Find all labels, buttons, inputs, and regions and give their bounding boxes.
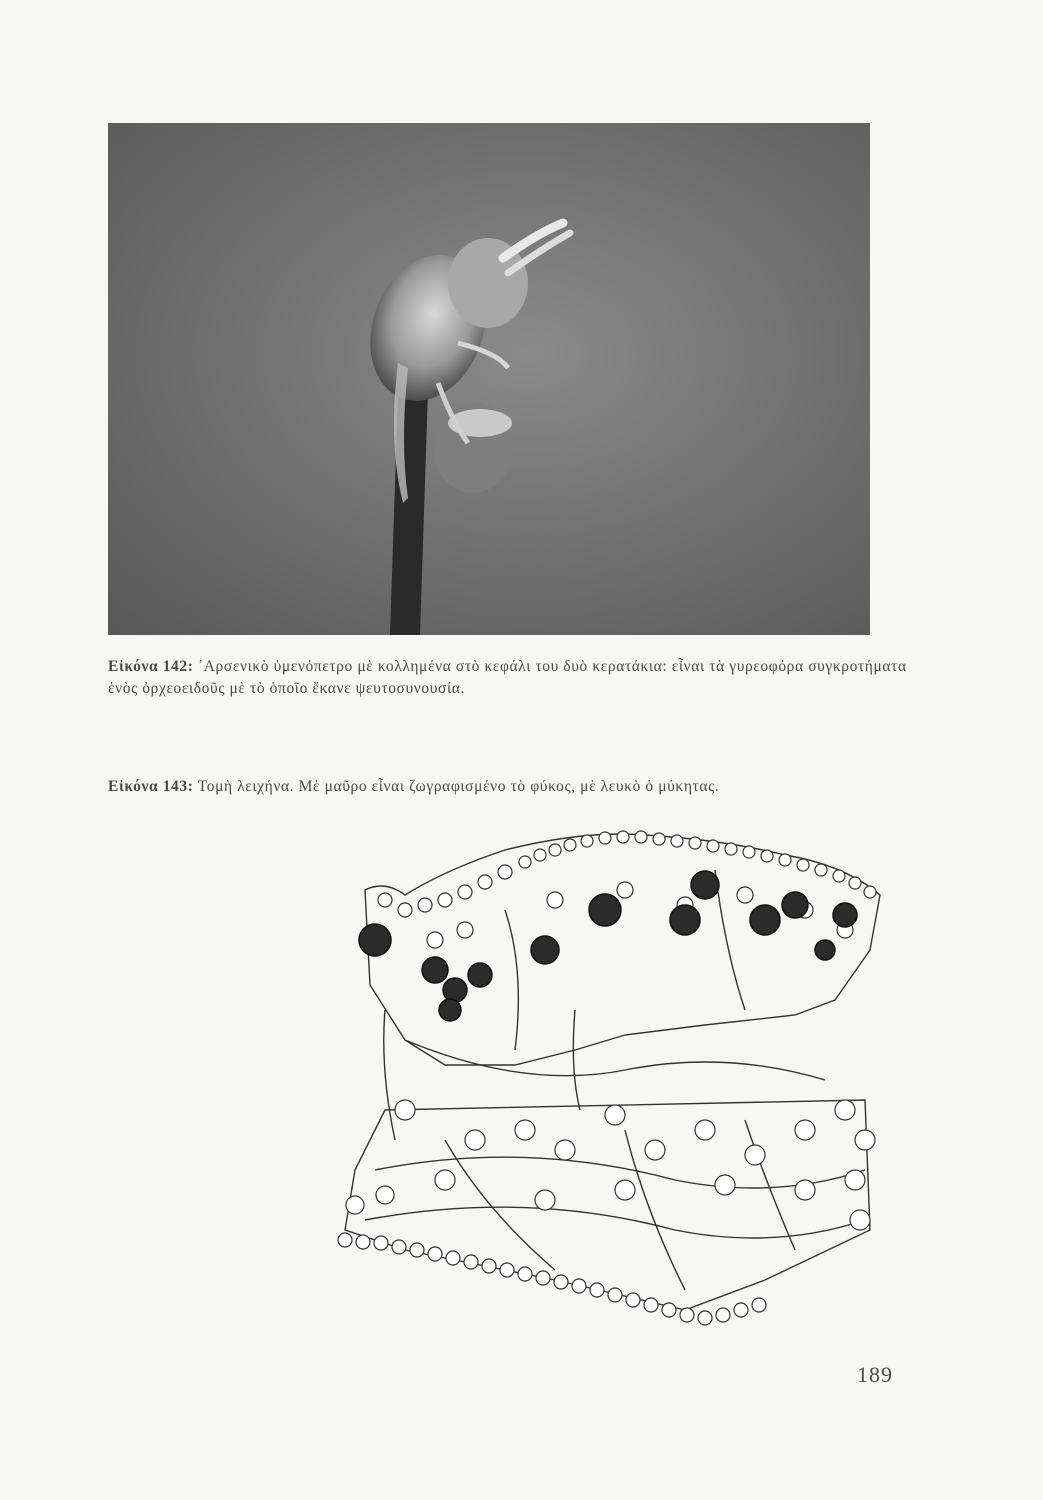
figure-143-label: Εἰκόνα 143:: [108, 778, 194, 795]
figure-142-label: Εἰκόνα 142:: [108, 658, 194, 675]
page-number: 189: [857, 1362, 893, 1387]
figure-142-caption: [108, 656, 908, 700]
figure-143-text: Τομὴ λειχήνα. Μὲ μαῦρο εἶναι ζωγραφισμένο τὸ φύκος, μὲ λευκὸ ὁ μύκητας.: [197, 778, 720, 795]
figure-143-caption: [108, 776, 908, 798]
hymenopteran-on-stick-image: [108, 123, 870, 635]
insect-photograph: [108, 123, 870, 635]
figure-142-text: ᾽Αρσενικὸ ὑμενόπετρο μὲ κολλημένα στὸ κεφάλι του δυὸ κερατάκια: εἶναι τὰ γυρεοφόρα συγκροτήματα ἑνὸς ὀρχεοειδοῦς μὲ τὸ ὁποῖο ἔκανε ψευτοσυνουσία.: [108, 658, 907, 697]
lichen-section-drawing: [325, 810, 890, 1330]
